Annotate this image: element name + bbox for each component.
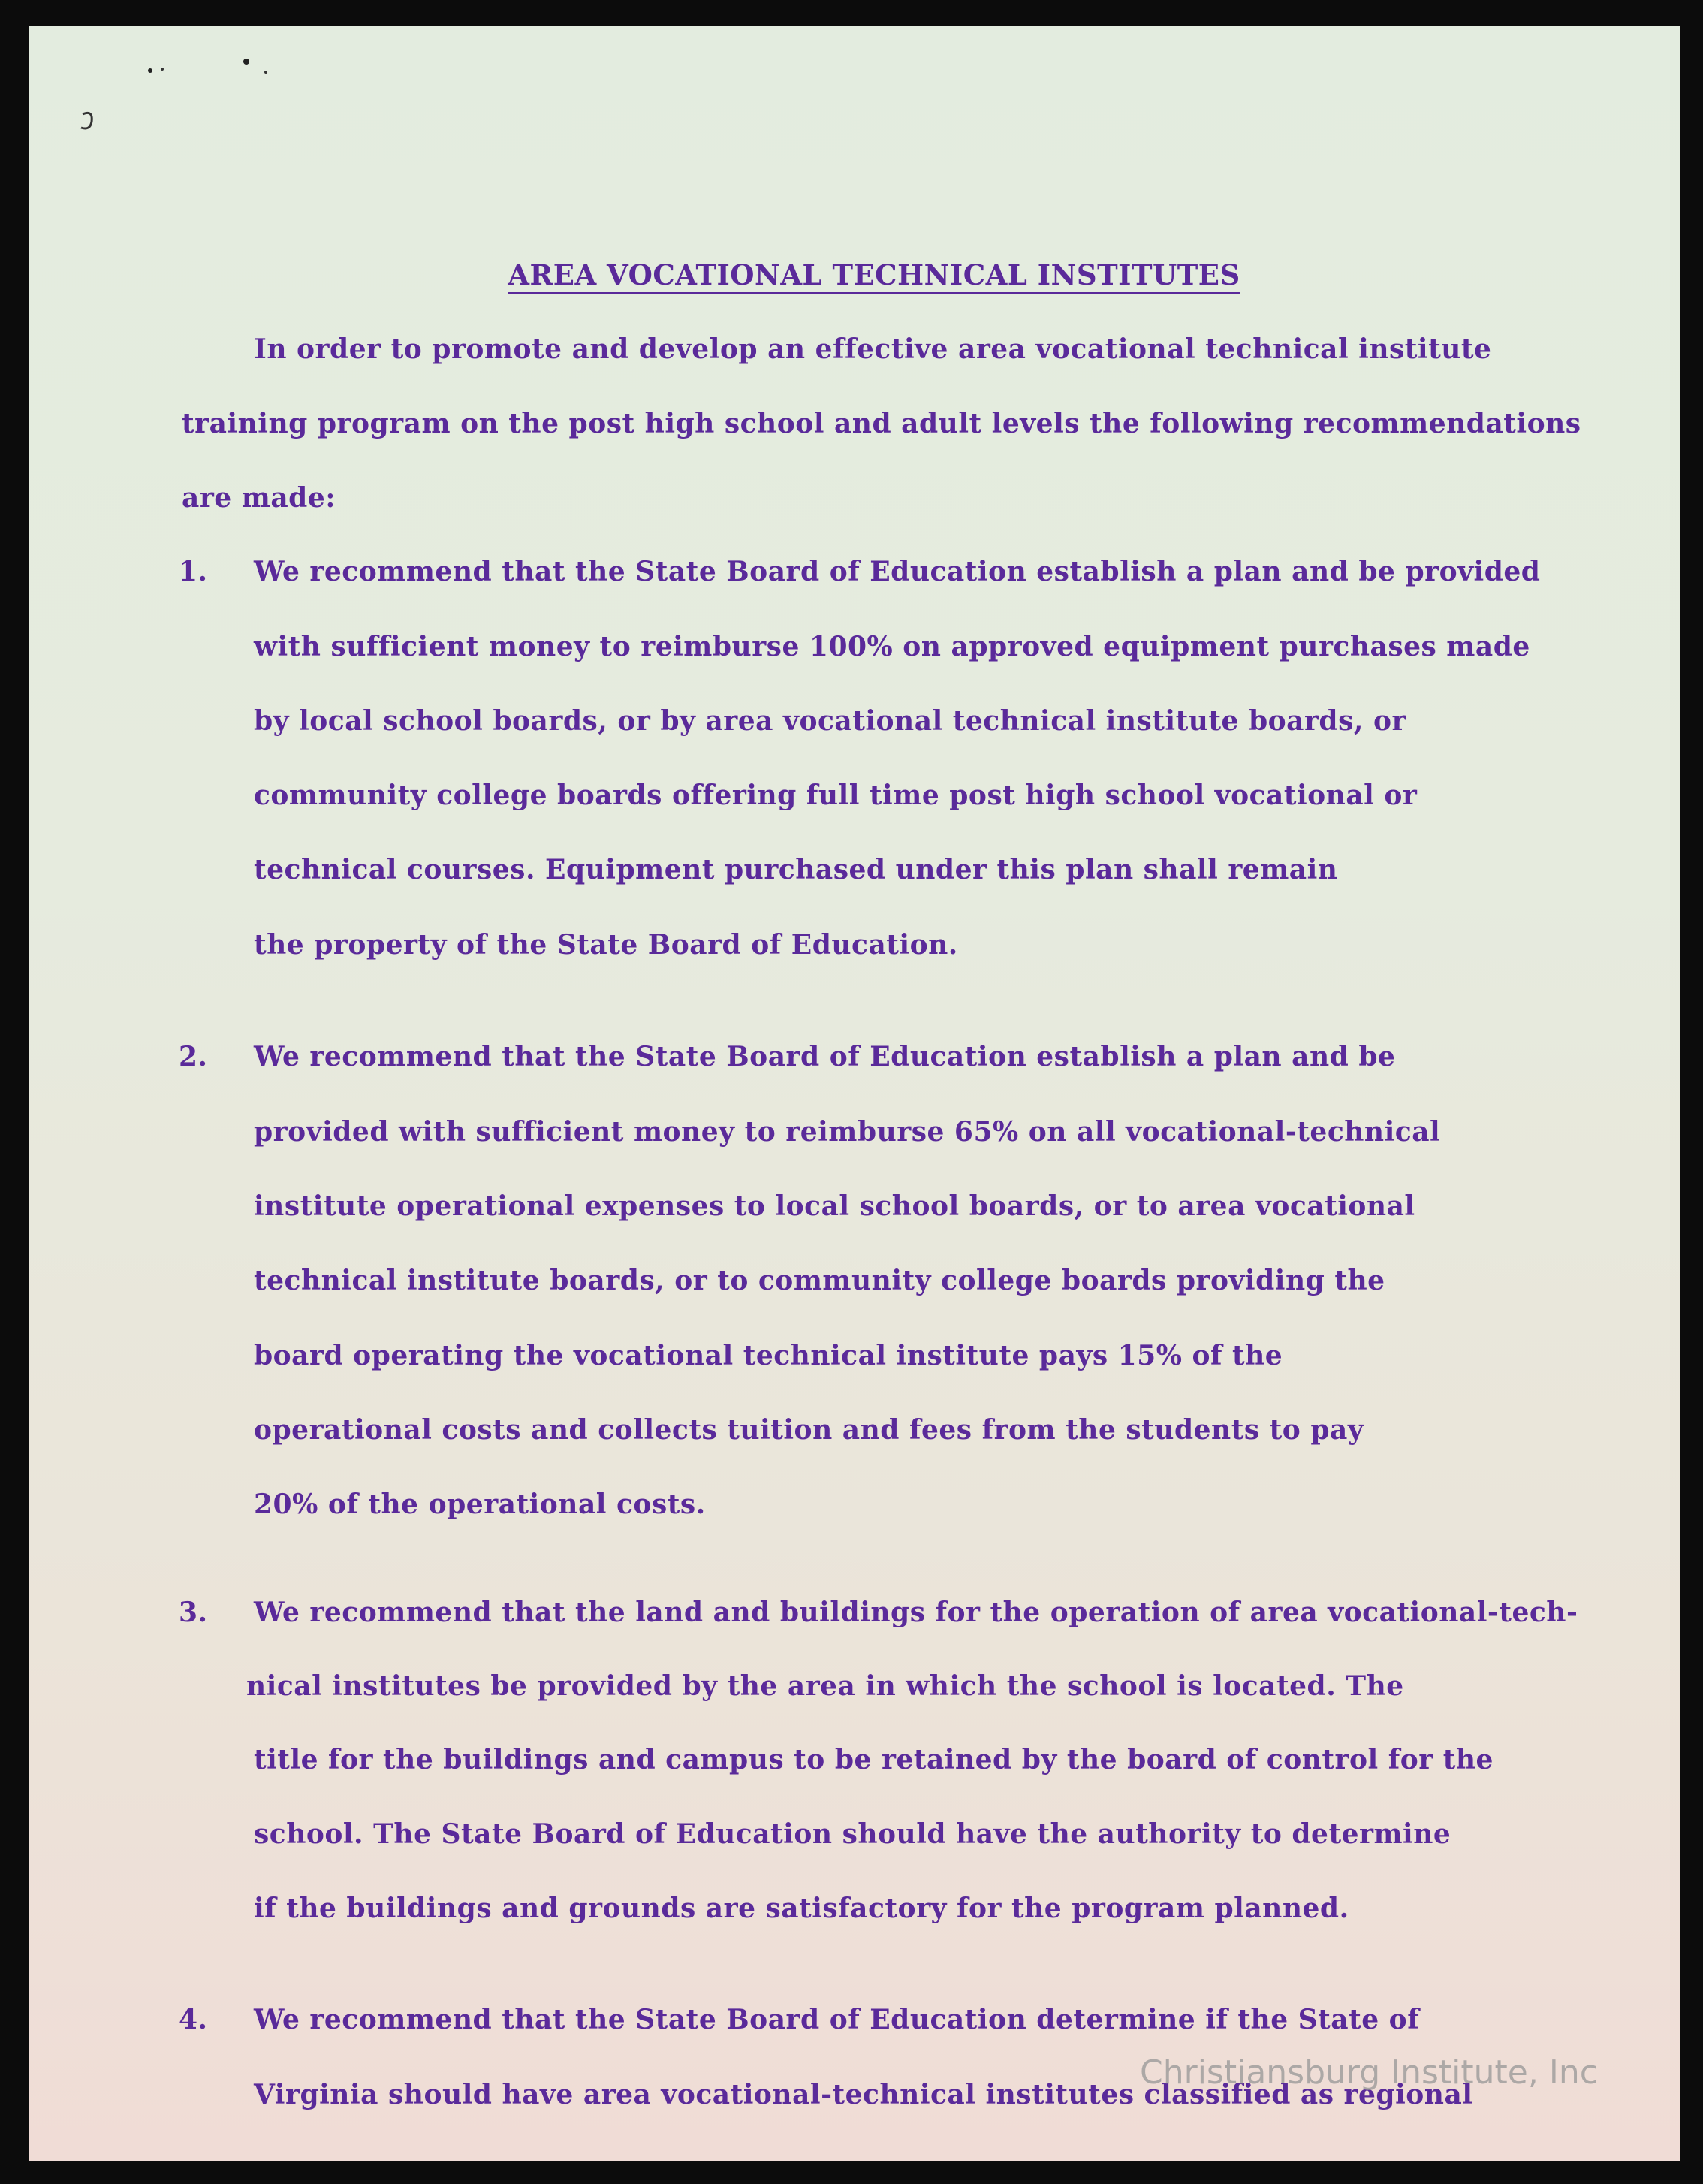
page-specks — [29, 26, 1680, 251]
item-line: school. The State Board of Education should have the authority to determine — [254, 1818, 1451, 1850]
item-line: technical courses. Equipment purchased under this plan shall remain — [254, 854, 1338, 885]
item-number: 1. — [179, 556, 208, 587]
item-line: if the buildings and grounds are satisfactory for the program planned. — [254, 1893, 1349, 1924]
item-line: 20% of the operational costs. — [254, 1489, 706, 1520]
item-line: technical institute boards, or to community college boards providing the — [254, 1265, 1385, 1296]
speck — [243, 59, 249, 65]
item-line: operational costs and collects tuition and fees from the students to pay — [254, 1414, 1364, 1446]
item-number: 4. — [179, 2004, 208, 2035]
intro-line: In order to promote and develop an effective area vocational technical institute — [254, 333, 1492, 365]
item-line: with sufficient money to reimburse 100% on approved equipment purchases made — [254, 631, 1530, 662]
item-line: Virginia should have area vocational-technical institutes classified as regional — [254, 2079, 1473, 2110]
page-title: AREA VOCATIONAL TECHNICAL INSTITUTES — [508, 258, 1240, 291]
item-number: 3. — [179, 1597, 208, 1628]
item-line: institute operational expenses to local school boards, or to area vocational — [254, 1190, 1415, 1222]
intro-line: are made: — [182, 482, 336, 514]
watermark-text: Christiansburg Institute, Inc — [1140, 2053, 1598, 2092]
item-line: the property of the State Board of Education. — [254, 929, 958, 961]
pen-mark — [81, 113, 92, 128]
item-line: board operating the vocational technical institute pays 15% of the — [254, 1340, 1283, 1371]
item-line: by local school boards, or by area vocational technical institute boards, or — [254, 705, 1406, 737]
document-page — [29, 26, 1680, 2161]
speck — [161, 68, 164, 71]
intro-line: training program on the post high school and adult levels the following recommendations — [182, 408, 1581, 439]
item-number: 2. — [179, 1041, 208, 1072]
item-line: We recommend that the land and buildings for the operation of area vocational-tech- — [254, 1597, 1578, 1628]
speck — [148, 68, 152, 73]
item-line: community college boards offering full time post high school vocational or — [254, 780, 1418, 811]
item-line: provided with sufficient money to reimburse 65% on all vocational-technical — [254, 1116, 1441, 1148]
speck — [264, 71, 267, 74]
item-line: We recommend that the State Board of Education establish a plan and be — [254, 1041, 1396, 1072]
item-line: nical institutes be provided by the area in which the school is located. The — [246, 1670, 1404, 1702]
item-line: We recommend that the State Board of Education establish a plan and be provided — [254, 556, 1541, 587]
item-line: We recommend that the State Board of Education determine if the State of — [254, 2004, 1420, 2035]
item-line: title for the buildings and campus to be retained by the board of control for the — [254, 1744, 1494, 1775]
